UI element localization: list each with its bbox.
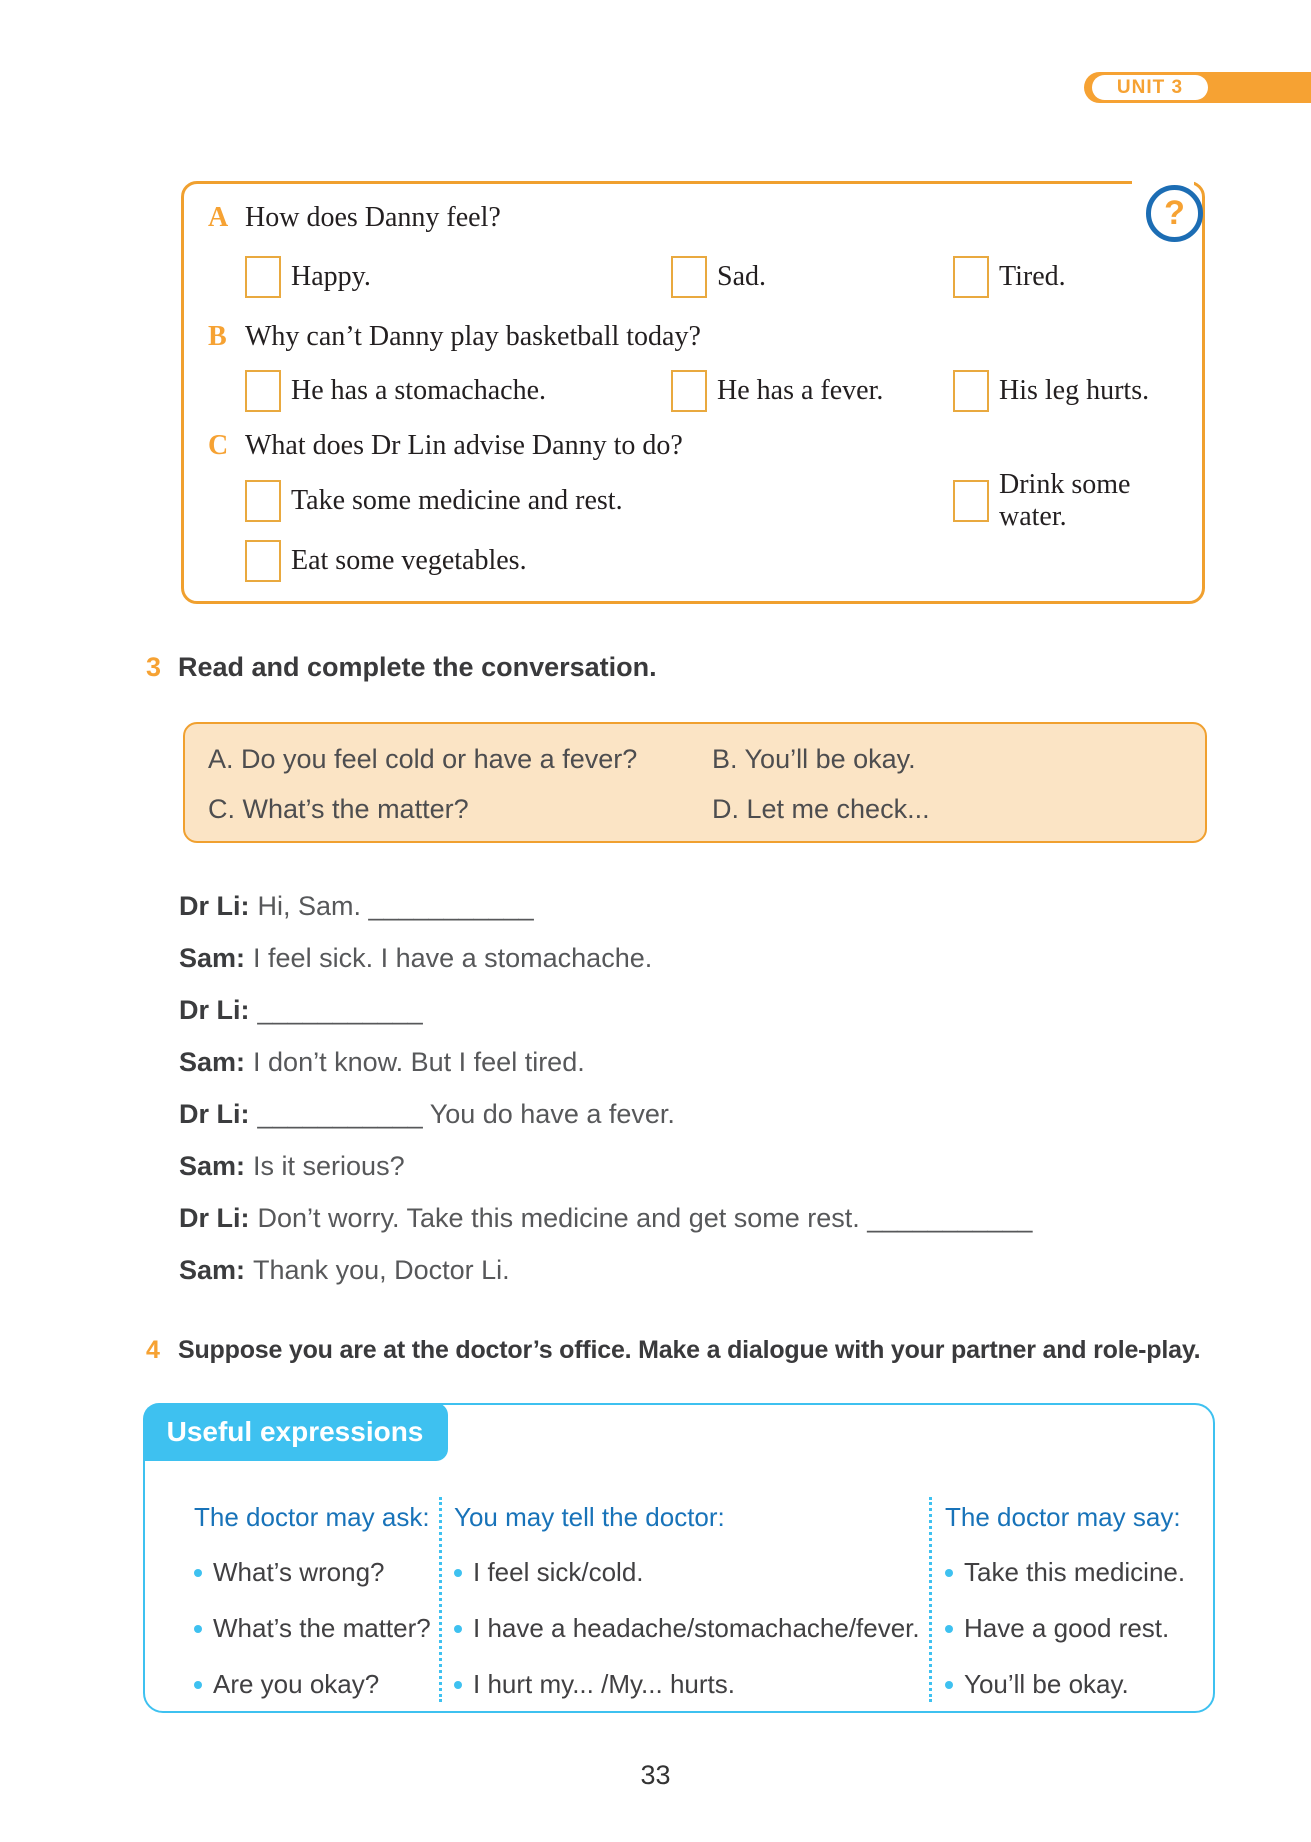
checkbox-stomachache[interactable]	[245, 370, 281, 412]
bullet-icon	[454, 1681, 462, 1689]
bullet-icon	[945, 1569, 953, 1577]
choices-box	[183, 722, 1207, 843]
useful-expressions-box	[143, 1403, 1215, 1713]
dialogue-line	[179, 1192, 1219, 1244]
dialogue-line	[179, 1140, 1219, 1192]
list-item	[454, 1669, 920, 1700]
choice-a: A. Do you feel cold or have a fever?	[208, 744, 638, 774]
checkbox-medicine-rest[interactable]	[245, 480, 281, 522]
column-doctor-may-say	[945, 1502, 1185, 1725]
option-leg-hurts-label: His leg hurts.	[999, 375, 1150, 406]
list-item-text: Take this medicine.	[964, 1557, 1186, 1587]
list-item-text: I feel sick/cold.	[473, 1557, 644, 1587]
column-tell-doctor	[454, 1502, 920, 1725]
option-drink-water-label: Drink some water.	[999, 469, 1131, 532]
choice-c: C. What’s the matter?	[208, 794, 469, 824]
list-item	[194, 1669, 431, 1700]
option-fever-label: He has a fever.	[717, 375, 884, 406]
dialogue-text: ___________	[257, 995, 423, 1025]
bullet-icon	[454, 1625, 462, 1633]
bullet-icon	[945, 1681, 953, 1689]
question-c-text: What does Dr Lin advise Danny to do?	[245, 430, 683, 461]
bullet-icon	[194, 1625, 202, 1633]
dialogue-text: Thank you, Doctor Li.	[253, 1255, 510, 1285]
list-item-text: What’s the matter?	[213, 1613, 431, 1643]
dialogue-line	[179, 1088, 1219, 1140]
unit-badge	[1092, 75, 1208, 100]
speaker: Dr Li:	[179, 1203, 250, 1233]
list-item	[454, 1557, 920, 1588]
speaker: Dr Li:	[179, 1099, 250, 1129]
checkbox-leg-hurts[interactable]	[953, 370, 989, 412]
dialogue-text: I don’t know. But I feel tired.	[253, 1047, 585, 1077]
question-a-letter: A	[208, 202, 229, 233]
column-heading: The doctor may ask:	[194, 1502, 430, 1532]
dialogue-text: Is it serious?	[253, 1151, 405, 1181]
speaker: Dr Li:	[179, 891, 250, 921]
conversation	[179, 880, 1219, 1296]
option-tired-label: Tired.	[999, 261, 1066, 292]
useful-expressions-title: Useful expressions	[166, 1415, 424, 1447]
speaker: Sam:	[179, 1255, 246, 1285]
question-c	[208, 430, 683, 462]
checkbox-drink-water[interactable]	[953, 480, 989, 522]
question-b-text: Why can’t Danny play basketball today?	[245, 321, 701, 352]
section4-title: Suppose you are at the doctor’s office. Make a dialogue with your partner and role-play.	[178, 1336, 1201, 1364]
list-item	[194, 1613, 431, 1644]
useful-expressions-tab	[143, 1403, 448, 1461]
column-doctor-may-ask	[194, 1502, 431, 1725]
question-c-letter: C	[208, 430, 229, 461]
choice-d: D. Let me check...	[712, 794, 930, 824]
option-medicine-rest-label: Take some medicine and rest.	[291, 485, 623, 516]
option-stomachache-label: He has a stomachache.	[291, 375, 546, 406]
section4-heading	[146, 1336, 1200, 1365]
list-item-text: I hurt my... /My... hurts.	[473, 1669, 735, 1699]
question-b-letter: B	[208, 321, 227, 352]
option-sad-label: Sad.	[717, 261, 766, 292]
list-item-text: I have a headache/stomachache/fever.	[473, 1613, 920, 1643]
question-a	[208, 202, 501, 234]
dialogue-line	[179, 984, 1219, 1036]
page-number: 33	[640, 1760, 671, 1790]
bullet-icon	[454, 1569, 462, 1577]
option-leg-hurts	[953, 370, 1149, 412]
quiz-box	[181, 181, 1205, 604]
checkbox-fever[interactable]	[671, 370, 707, 412]
list-item-text: You’ll be okay.	[964, 1669, 1129, 1699]
speaker: Sam:	[179, 1047, 246, 1077]
speaker: Sam:	[179, 943, 246, 973]
list-item-text: Have a good rest.	[964, 1613, 1170, 1643]
list-item	[945, 1669, 1185, 1700]
dialogue-line	[179, 1036, 1219, 1088]
choice-b: B. You’ll be okay.	[712, 744, 916, 774]
column-heading: The doctor may say:	[945, 1502, 1181, 1532]
unit-badge-label: UNIT 3	[1116, 76, 1184, 98]
section3-heading	[146, 652, 657, 683]
list-item-text: Are you okay?	[213, 1669, 380, 1699]
option-fever	[671, 370, 883, 412]
column-heading: You may tell the doctor:	[454, 1502, 725, 1532]
option-happy	[245, 256, 371, 298]
dialogue-line	[179, 880, 1219, 932]
dialogue-line	[179, 1244, 1219, 1296]
list-item	[945, 1613, 1185, 1644]
dialogue-text: Hi, Sam. ___________	[257, 891, 534, 921]
unit-banner	[1084, 72, 1311, 103]
list-item	[454, 1613, 920, 1644]
question-mark-glyph: ?	[1164, 194, 1185, 232]
option-eat-vegetables	[245, 540, 527, 582]
option-medicine-rest	[245, 480, 623, 522]
speaker: Dr Li:	[179, 995, 250, 1025]
question-a-text: How does Danny feel?	[245, 202, 501, 233]
list-item	[945, 1557, 1185, 1588]
question-b	[208, 321, 701, 353]
bullet-icon	[194, 1569, 202, 1577]
checkbox-happy[interactable]	[245, 256, 281, 298]
speaker: Sam:	[179, 1151, 246, 1181]
option-tired	[953, 256, 1066, 298]
option-stomachache	[245, 370, 546, 412]
question-mark-icon	[1146, 185, 1203, 242]
section3-number: 3	[146, 652, 162, 682]
option-sad	[671, 256, 766, 298]
option-eat-vegetables-label: Eat some vegetables.	[291, 545, 527, 576]
dialogue-text: I feel sick. I have a stomachache.	[253, 943, 653, 973]
column-divider	[439, 1497, 442, 1702]
option-drink-water	[953, 469, 1202, 532]
checkbox-eat-vegetables[interactable]	[245, 540, 281, 582]
dialogue-text: ___________ You do have a fever.	[257, 1099, 675, 1129]
section3-title: Read and complete the conversation.	[178, 652, 657, 682]
dialogue-text: Don’t worry. Take this medicine and get some rest. ___________	[257, 1203, 1033, 1233]
checkbox-tired[interactable]	[953, 256, 989, 298]
checkbox-sad[interactable]	[671, 256, 707, 298]
dialogue-line	[179, 932, 1219, 984]
section4-number: 4	[146, 1336, 160, 1364]
option-happy-label: Happy.	[291, 261, 371, 292]
bullet-icon	[945, 1625, 953, 1633]
column-divider	[929, 1497, 932, 1702]
list-item-text: What’s wrong?	[213, 1557, 385, 1587]
bullet-icon	[194, 1681, 202, 1689]
list-item	[194, 1557, 431, 1588]
